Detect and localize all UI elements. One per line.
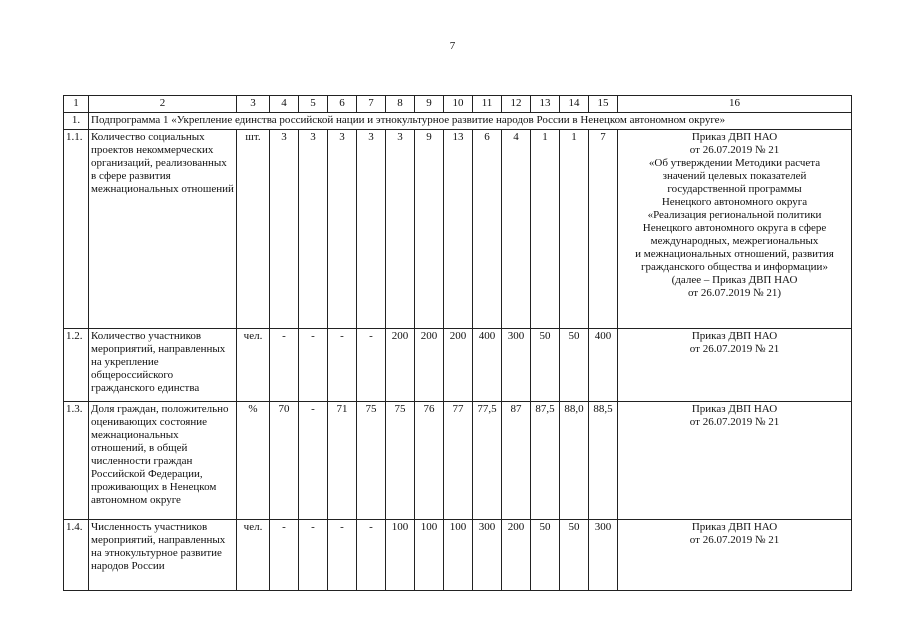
source-cell <box>618 329 852 402</box>
value-cell: 88,0 <box>560 402 589 520</box>
source-line: «Об утверждении Методики расчета <box>648 157 821 169</box>
value-cell: 50 <box>531 520 560 591</box>
value-cell: 100 <box>444 520 473 591</box>
value-cell: 77 <box>444 402 473 520</box>
subprogram-title: Подпрограмма 1 «Укрепление единства российской нации и этнокультурное развитие народов России в Ненецком автономном округе» <box>89 113 852 130</box>
header-cell: 15 <box>589 96 618 113</box>
value-cell: 77,5 <box>473 402 502 520</box>
value-cell: 100 <box>415 520 444 591</box>
table-row <box>64 130 852 329</box>
value-cell: - <box>270 329 299 402</box>
value-cell: - <box>270 520 299 591</box>
value-cell: 71 <box>328 402 357 520</box>
header-cell: 7 <box>357 96 386 113</box>
source-line: значений целевых показателей <box>662 170 807 182</box>
value-cell: - <box>328 329 357 402</box>
header-cell: 1 <box>64 96 89 113</box>
header-cell: 14 <box>560 96 589 113</box>
unit-cell: % <box>237 402 270 520</box>
value-cell: - <box>357 520 386 591</box>
value-cell: 200 <box>386 329 415 402</box>
value-cell: 300 <box>502 329 531 402</box>
source-line: Приказ ДВП НАО <box>691 403 778 415</box>
value-cell: 87,5 <box>531 402 560 520</box>
header-row <box>64 96 852 113</box>
value-cell: - <box>357 329 386 402</box>
value-cell: 50 <box>560 329 589 402</box>
source-cell <box>618 520 852 591</box>
value-cell: 6 <box>473 130 502 329</box>
source-line: от 26.07.2019 № 21 <box>689 144 780 156</box>
header-cell: 10 <box>444 96 473 113</box>
source-line: от 26.07.2019 № 21 <box>689 534 780 546</box>
unit-cell: чел. <box>237 329 270 402</box>
source-line: Ненецкого автономного округа в сфере <box>642 222 827 234</box>
value-cell: 3 <box>386 130 415 329</box>
value-cell: 76 <box>415 402 444 520</box>
value-cell: 300 <box>473 520 502 591</box>
value-cell: 88,5 <box>589 402 618 520</box>
value-cell: - <box>299 402 328 520</box>
header-cell: 4 <box>270 96 299 113</box>
value-cell: 200 <box>444 329 473 402</box>
subprogram-row <box>64 113 852 130</box>
table-row <box>64 520 852 591</box>
value-cell: 200 <box>415 329 444 402</box>
value-cell: 87 <box>502 402 531 520</box>
value-cell: 70 <box>270 402 299 520</box>
value-cell: 3 <box>299 130 328 329</box>
source-cell <box>618 130 852 329</box>
source-line: от 26.07.2019 № 21 <box>689 416 780 428</box>
value-cell: 9 <box>415 130 444 329</box>
value-cell: 50 <box>560 520 589 591</box>
source-line: государственной программы <box>667 183 802 195</box>
table-row <box>64 329 852 402</box>
header-cell: 9 <box>415 96 444 113</box>
value-cell: 300 <box>589 520 618 591</box>
unit-cell: шт. <box>237 130 270 329</box>
row-number: 1.3. <box>64 402 89 520</box>
source-line: гражданского общества и информации» <box>641 261 828 273</box>
value-cell: 13 <box>444 130 473 329</box>
header-cell: 8 <box>386 96 415 113</box>
value-cell: 3 <box>357 130 386 329</box>
header-cell: 12 <box>502 96 531 113</box>
source-line: и межнациональных отношений, развития <box>635 248 834 260</box>
header-cell: 2 <box>89 96 237 113</box>
source-line: Приказ ДВП НАО <box>691 330 778 342</box>
row-number: 1.4. <box>64 520 89 591</box>
value-cell: 50 <box>531 329 560 402</box>
row-number: 1.1. <box>64 130 89 329</box>
header-cell: 16 <box>618 96 852 113</box>
header-cell: 6 <box>328 96 357 113</box>
value-cell: 75 <box>357 402 386 520</box>
value-cell: 200 <box>502 520 531 591</box>
source-line: от 26.07.2019 № 21) <box>687 287 782 299</box>
header-cell: 11 <box>473 96 502 113</box>
value-cell: - <box>299 329 328 402</box>
subprogram-number: 1. <box>64 113 89 130</box>
value-cell: 400 <box>589 329 618 402</box>
source-line: международных, межрегиональных <box>650 235 819 247</box>
source-line: Ненецкого автономного округа <box>661 196 808 208</box>
value-cell: 3 <box>270 130 299 329</box>
row-number: 1.2. <box>64 329 89 402</box>
page-number: 7 <box>449 40 456 52</box>
source-line: от 26.07.2019 № 21 <box>689 343 780 355</box>
indicators-table <box>63 95 852 591</box>
indicator-name: Количество участников мероприятий, направленных на укрепление общероссийского гражданского единства <box>89 329 237 402</box>
value-cell: 400 <box>473 329 502 402</box>
table-row <box>64 402 852 520</box>
indicator-name: Численность участников мероприятий, направленных на этнокультурное развитие народов России <box>89 520 237 591</box>
value-cell: - <box>299 520 328 591</box>
value-cell: 100 <box>386 520 415 591</box>
indicator-name: Доля граждан, положительно оценивающих состояние межнациональных отношений, в общей численности граждан Российской Федерации, проживающих в Ненецком автономном округе <box>89 402 237 520</box>
value-cell: 75 <box>386 402 415 520</box>
value-cell: 3 <box>328 130 357 329</box>
source-line: Приказ ДВП НАО <box>691 521 778 533</box>
unit-cell: чел. <box>237 520 270 591</box>
header-cell: 13 <box>531 96 560 113</box>
value-cell: - <box>328 520 357 591</box>
header-cell: 5 <box>299 96 328 113</box>
source-cell <box>618 402 852 520</box>
value-cell: 1 <box>560 130 589 329</box>
source-line: «Реализация региональной политики <box>647 209 822 221</box>
indicator-name: Количество социальных проектов некоммерческих организаций, реализованных в сфере развития межнациональных отношений <box>89 130 237 329</box>
value-cell: 4 <box>502 130 531 329</box>
value-cell: 1 <box>531 130 560 329</box>
source-line: (далее – Приказ ДВП НАО <box>671 274 798 286</box>
header-cell: 3 <box>237 96 270 113</box>
source-line: Приказ ДВП НАО <box>691 131 778 143</box>
value-cell: 7 <box>589 130 618 329</box>
